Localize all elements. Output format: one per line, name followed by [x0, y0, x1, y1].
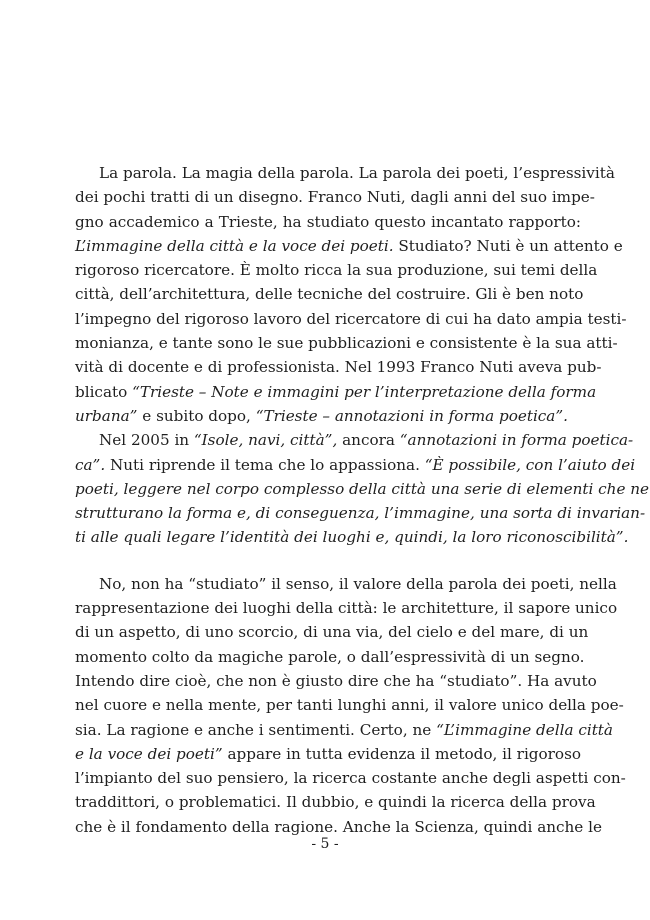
italic-run: “Trieste – Note e immagini per l’interpretazione della forma — [132, 382, 597, 401]
text-run: Nel 2005 in — [99, 431, 194, 450]
text-line — [75, 331, 618, 355]
italic-run: poeti, leggere nel corpo complesso della città una serie di elementi che ne — [75, 479, 650, 498]
text-line — [75, 766, 626, 790]
text-run: dei pochi tratti di un disegno. Franco Nuti, dagli anni del suo impe- — [75, 188, 595, 207]
text-line — [75, 477, 650, 501]
text-line — [75, 404, 581, 428]
italic-run: L’immagine della città e la voce dei poeti. — [75, 236, 394, 255]
text-run: monianza, e tante sono le sue pubblicazioni e consistente è la sua atti- — [75, 334, 618, 353]
text-line — [75, 669, 597, 693]
page-body — [75, 161, 650, 839]
italic-run: urbana” — [75, 406, 138, 425]
paragraph — [75, 428, 650, 549]
text-run: rappresentazione dei luoghi della città: le architetture, il sapore unico — [75, 599, 618, 618]
text-line — [75, 161, 615, 185]
text-line — [75, 355, 602, 379]
text-line — [75, 307, 627, 331]
text-run: l’impianto del suo pensiero, la ricerca costante anche degli aspetti con- — [75, 769, 626, 788]
text-run: appare in tutta evidenza il metodo, il rigoroso — [222, 744, 582, 763]
text-line — [75, 742, 581, 766]
text-line — [75, 453, 636, 477]
paragraph — [75, 161, 627, 428]
text-run: ancora — [337, 431, 400, 450]
text-run: traddittori, o problematici. Il dubbio, e quindi la ricerca della prova — [75, 793, 596, 812]
italic-run: ti alle quali legare l’identità dei luoghi e, quindi, la loro riconoscibilità”. — [75, 528, 629, 547]
italic-run: “L’immagine della città — [436, 720, 613, 739]
text-line — [75, 620, 589, 644]
text-run: momento colto da magiche parole, o dall’espressività di un segno. — [75, 647, 585, 666]
text-run: e subito dopo, — [137, 406, 256, 425]
text-run: La parola. La magia della parola. La parola dei poeti, l’espressività — [99, 164, 615, 182]
text-run: Intendo dire cioè, che non è giusto dire che ha “studiato”. Ha avuto — [75, 671, 597, 690]
text-line — [75, 282, 584, 306]
text-run: sia. La ragione e anche i sentimenti. Certo, ne — [75, 720, 437, 739]
text-line — [75, 210, 581, 234]
text-line — [75, 234, 623, 258]
text-line — [75, 596, 618, 620]
text-line — [75, 501, 646, 525]
italic-run: “È possibile, con l’aiuto dei — [424, 455, 636, 474]
text-run: blicato — [75, 382, 133, 401]
text-line — [75, 572, 617, 596]
text-line — [75, 258, 598, 282]
text-run: rigoroso ricercatore. È molto ricca la sua produzione, sui temi della — [75, 261, 598, 280]
text-line — [75, 428, 634, 452]
italic-run: “annotazioni in forma poetica- — [399, 431, 634, 450]
text-line — [75, 525, 629, 549]
text-run: Studiato? Nuti è un attento e — [393, 236, 623, 255]
paragraph — [75, 572, 626, 839]
text-run: l’impegno del rigoroso lavoro del ricercatore di cui ha dato ampia testi- — [75, 309, 627, 328]
italic-run: “Trieste – annotazioni in forma poetica”. — [255, 406, 568, 425]
text-line — [75, 185, 595, 209]
text-run: Nuti riprende il tema che lo appassiona. — [105, 455, 425, 474]
text-run: città, dell’architettura, delle tecniche del costruire. Gli è ben noto — [75, 285, 584, 304]
text-line — [75, 718, 613, 742]
text-run: vità di docente e di professionista. Nel 1993 Franco Nuti aveva pub- — [75, 358, 602, 377]
text-run: di un aspetto, di uno scorcio, di una via, del cielo e del mare, di un — [75, 623, 589, 642]
italic-run: e la voce dei poeti” — [75, 744, 223, 763]
text-line — [75, 645, 585, 669]
text-line — [75, 790, 596, 814]
text-line — [75, 693, 624, 717]
text-line — [75, 380, 597, 404]
text-run: che è il fondamento della ragione. Anche la Scienza, quindi anche le — [75, 817, 602, 836]
italic-run: strutturano la forma e, di conseguenza, l’immagine, una sorta di invarian- — [75, 504, 646, 523]
paragraph-gap — [75, 550, 581, 572]
italic-run: “Isole, navi, città”, — [193, 431, 338, 450]
text-run: No, non ha “studiato” il senso, il valore della parola dei poeti, nella — [99, 574, 617, 593]
page-number: - 5 - — [311, 836, 339, 852]
text-run: nel cuore e nella mente, per tanti lunghi anni, il valore unico della poe- — [75, 696, 624, 715]
text-run: gno accademico a Trieste, ha studiato questo incantato rapporto: — [75, 212, 581, 231]
italic-run: ca”. — [75, 455, 106, 474]
